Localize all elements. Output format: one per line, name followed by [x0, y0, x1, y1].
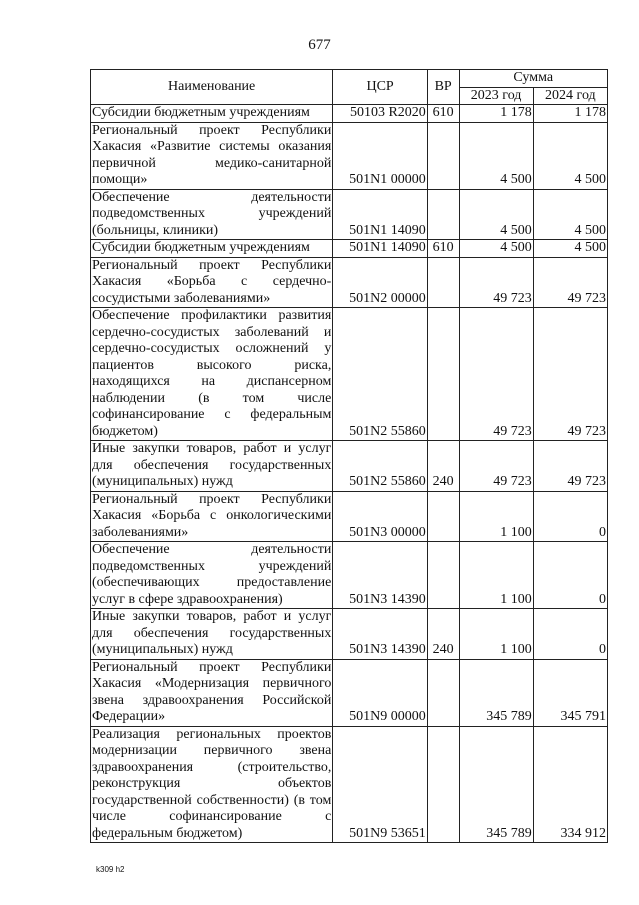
row-sum-2023: 4 500: [459, 122, 533, 189]
row-sum-2024: 49 723: [533, 308, 607, 441]
row-name: Иные закупки товаров, работ и услуг для обеспечения государственных (муниципальных) нужд: [92, 609, 332, 657]
row-name: Реализация региональных проектов модернизации первичного звена здравоохранения (строительство, реконструкция объектов государственной собственности) (в том числе софинансирование с федеральным бюджетом): [92, 726, 332, 841]
row-sum-2023: 1 178: [459, 105, 533, 123]
row-csr: 501N2 55860: [333, 441, 427, 492]
row-sum-2024: 345 791: [533, 659, 607, 726]
row-sum-2023: 345 789: [459, 659, 533, 726]
row-name: Обеспечение деятельности подведомственных учреждений (больницы, клиники): [92, 189, 332, 238]
header-csr: ЦСР: [333, 70, 427, 105]
row-vr: [427, 308, 459, 441]
header-vr: ВР: [427, 70, 459, 105]
row-vr: [427, 726, 459, 843]
page-number: 677: [308, 37, 331, 53]
row-csr: 501N2 00000: [333, 257, 427, 308]
row-name: Региональный проект Республики Хакасия «Развитие системы оказания первичной медико-санитарной помощи»: [92, 122, 332, 187]
row-csr: 501N1 00000: [333, 122, 427, 189]
row-csr: 501N3 14390: [333, 609, 427, 660]
row-sum-2024: 4 500: [533, 240, 607, 258]
table-row: [91, 105, 608, 123]
row-vr: 240: [427, 441, 459, 492]
row-sum-2024: 4 500: [533, 122, 607, 189]
row-sum-2023: 49 723: [459, 441, 533, 492]
table-row: [91, 609, 608, 660]
row-csr: 501N9 00000: [333, 659, 427, 726]
row-csr: 501N9 53651: [333, 726, 427, 843]
row-csr: 501N1 14090: [333, 240, 427, 258]
document-code: k309 h2: [96, 865, 125, 874]
row-sum-2024: 4 500: [533, 189, 607, 240]
row-sum-2023: 1 100: [459, 609, 533, 660]
table-row: [91, 659, 608, 726]
header-name: Наименование: [91, 70, 333, 105]
row-name: Обеспечение деятельности подведомственных учреждений (обеспечивающих предоставление услуг в сфере здравоохранения): [92, 542, 332, 607]
row-sum-2023: 1 100: [459, 542, 533, 609]
row-sum-2024: 49 723: [533, 257, 607, 308]
row-name: Региональный проект Республики Хакасия «Борьба с онкологическими заболеваниями»: [92, 491, 332, 540]
row-sum-2024: 0: [533, 491, 607, 542]
row-csr: 501N3 14390: [333, 542, 427, 609]
row-sum-2023: 4 500: [459, 240, 533, 258]
table-row: [91, 441, 608, 492]
row-sum-2024: 334 912: [533, 726, 607, 843]
row-vr: [427, 257, 459, 308]
row-name: Иные закупки товаров, работ и услуг для обеспечения государственных (муниципальных) нужд: [92, 441, 332, 489]
table-row: [91, 726, 608, 843]
header-sum: Сумма: [459, 70, 608, 88]
table-row: [91, 491, 608, 542]
row-vr: 610: [427, 240, 459, 258]
table-row: [91, 542, 608, 609]
table-row: [91, 189, 608, 240]
budget-table: [90, 69, 608, 843]
row-sum-2024: 1 178: [533, 105, 607, 123]
row-name: Субсидии бюджетным учреждениям: [91, 240, 333, 258]
row-csr: 50103 R2020: [333, 105, 427, 123]
row-csr: 501N1 14090: [333, 189, 427, 240]
table-row: [91, 308, 608, 441]
row-name: Региональный проект Республики Хакасия «Модернизация первичного звена здравоохранения Российской Федерации»: [92, 659, 332, 724]
row-sum-2023: 4 500: [459, 189, 533, 240]
table-row: [91, 122, 608, 189]
row-sum-2024: 49 723: [533, 441, 607, 492]
row-vr: [427, 491, 459, 542]
row-name: Обеспечение профилактики развития сердечно-сосудистых заболеваний и сердечно-сосудистых осложнений у пациентов высокого риска, находящихся на диспансерном наблюдении (в том числе софинансирование с федеральным бюджетом): [92, 308, 332, 439]
row-sum-2023: 49 723: [459, 308, 533, 441]
row-vr: [427, 189, 459, 240]
row-name: Субсидии бюджетным учреждениям: [91, 105, 333, 123]
row-sum-2024: 0: [533, 609, 607, 660]
row-vr: [427, 122, 459, 189]
row-vr: 610: [427, 105, 459, 123]
row-name: Региональный проект Республики Хакасия «Борьба с сердечно-сосудистыми заболеваниями»: [92, 257, 332, 306]
header-year-2023: 2023 год: [459, 87, 533, 105]
row-vr: [427, 659, 459, 726]
row-vr: 240: [427, 609, 459, 660]
row-sum-2023: 1 100: [459, 491, 533, 542]
row-csr: 501N3 00000: [333, 491, 427, 542]
table-row: [91, 257, 608, 308]
row-csr: 501N2 55860: [333, 308, 427, 441]
row-vr: [427, 542, 459, 609]
table-row: [91, 240, 608, 258]
row-sum-2023: 49 723: [459, 257, 533, 308]
header-year-2024: 2024 год: [533, 87, 607, 105]
table-header-row: [91, 70, 608, 88]
row-sum-2024: 0: [533, 542, 607, 609]
row-sum-2023: 345 789: [459, 726, 533, 843]
